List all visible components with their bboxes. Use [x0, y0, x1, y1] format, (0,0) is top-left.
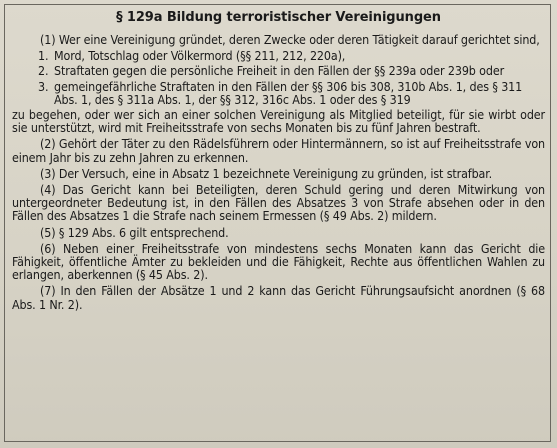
list-item-2	[12, 64, 545, 77]
list-item-text: Straftaten gegen die persönliche Freiheit in den Fällen der §§ 239a oder 239b oder	[54, 63, 505, 79]
list-item-number: 1.	[38, 48, 49, 64]
paragraph-4: (4) Das Gericht kann bei Beteiligten, deren Schuld gering und deren Mitwirkung von untergeordneter Bedeutung ist, in den Fällen des Absatzes 3 von Strafe absehen oder in den Fällen des Absatzes 1 die Strafe nach seinem Ermessen (§ 49 Abs. 2) mildern.	[12, 182, 545, 224]
paragraph-7: (7) In den Fällen der Absätze 1 und 2 kann das Gericht Führungsaufsicht anordnen (§ 68 Abs. 1 Nr. 2).	[12, 283, 545, 312]
list-item-text: gemeingefährliche Straftaten in den Fällen der §§ 306 bis 308, 310b Abs. 1, des § 311 Abs. 1, des § 311a Abs. 1, der §§ 312, 316c Abs. 1 oder des § 319	[54, 78, 523, 107]
paragraph-6: (6) Neben einer Freiheitsstrafe von mindestens sechs Monaten kann das Gericht die Fähigkeit, öffentliche Ämter zu bekleiden und die Fähigkeit, Rechte aus öffentlichen Wahlen zu erlangen, aberkennen (§ 45 Abs. 2).	[12, 240, 545, 283]
list-item-text: Mord, Totschlag oder Völkermord (§§ 211, 212, 220a),	[54, 48, 346, 64]
paragraph-5: (5) § 129 Abs. 6 gilt entsprechend.	[40, 224, 229, 240]
paragraph-2: (2) Gehört der Täter zu den Rädelsführern oder Hintermännern, so ist auf Freiheitsstrafe von einem Jahr bis zu zehn Jahren zu erkennen.	[12, 136, 545, 165]
list-item-1	[12, 49, 545, 62]
list-item-number: 2.	[38, 63, 49, 79]
list-item-3	[12, 80, 545, 106]
section-title: § 129a Bildung terroristischer Vereinigungen	[116, 10, 441, 25]
list-item-number: 3.	[38, 78, 49, 94]
paragraph-1-intro: (1) Wer eine Vereinigung gründet, deren Zwecke oder deren Tätigkeit darauf gerichtet sind,	[40, 32, 540, 47]
paragraph-3: (3) Der Versuch, eine in Absatz 1 bezeichnete Vereinigung zu gründen, ist strafbar.	[40, 165, 493, 181]
paragraph-1-continuation: zu begehen, oder wer sich an einer solchen Vereinigung als Mitglied beteiligt, für sie wirbt oder sie unterstützt, wird mit Freiheitsstrafe von sechs Monaten bis zu fünf Jahren bestraft.	[12, 107, 545, 136]
document-body	[12, 33, 545, 314]
